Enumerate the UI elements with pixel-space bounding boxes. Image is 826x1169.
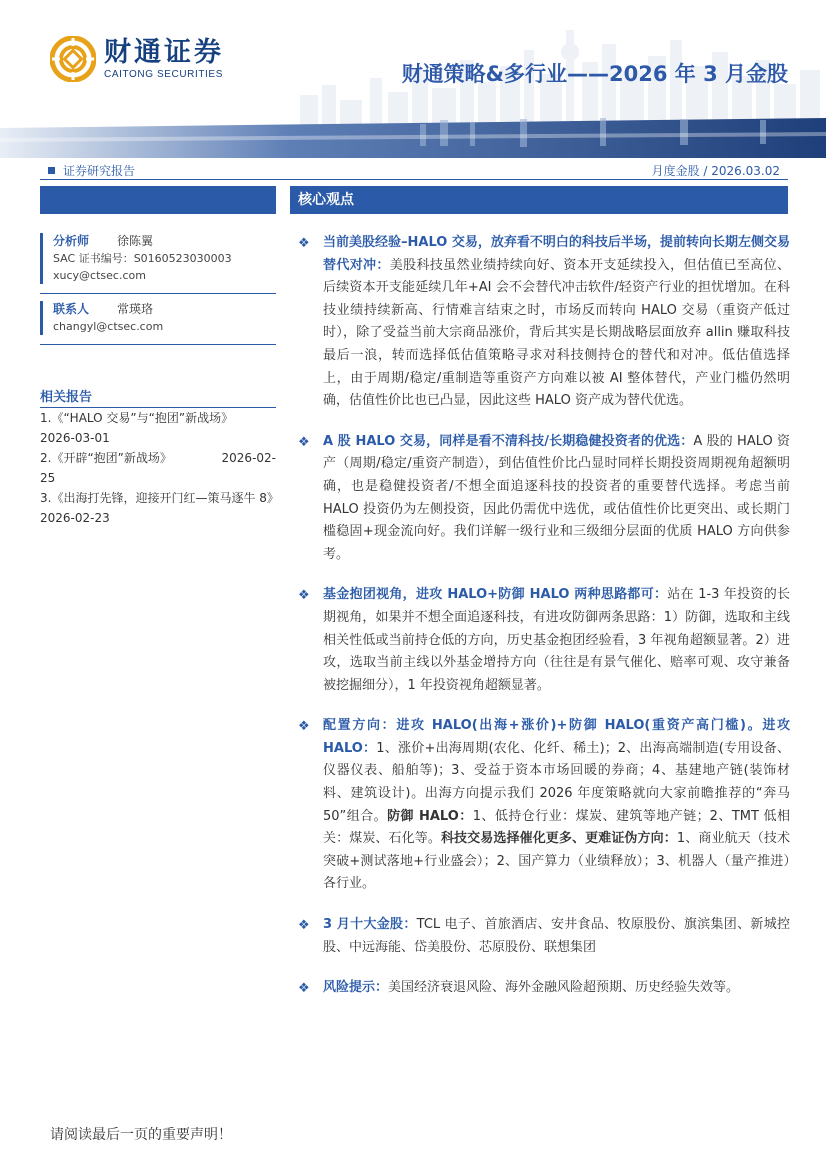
analyst-email[interactable]: xucy@ctsec.com (53, 269, 146, 282)
caitong-coin-logo-icon (50, 36, 96, 82)
contact-block (40, 301, 276, 335)
core-point (298, 914, 790, 959)
contact-email[interactable]: changyl@ctsec.com (53, 320, 164, 333)
logo-chinese-name: 财通证券 (104, 36, 224, 68)
core-point (298, 977, 790, 1000)
point-heading: 风险提示： (323, 980, 389, 996)
related-report-date-cont: 25 (40, 471, 56, 485)
disclaimer-note: 请阅读最后一页的重要声明！ (50, 1127, 232, 1143)
sub-header (40, 160, 788, 180)
sidebar-header-bar (40, 186, 276, 214)
point-heading: 3 月十大金股： (323, 917, 417, 933)
related-reports-list (40, 408, 279, 528)
related-report-item[interactable] (40, 408, 276, 448)
diamond-bullet-icon: ❖ (298, 719, 310, 735)
diamond-bullet-icon: ❖ (298, 981, 310, 997)
diamond-bullet-icon: ❖ (298, 236, 310, 251)
point-body: 1、商业航天（技术突破+测试落地+行业盛会）；2、国产算力（业绩释放）；3、机器人（量产推进）各行业。 (323, 831, 790, 892)
core-views-title: 核心观点 (290, 186, 788, 214)
point-body: 1、低持仓行业：煤炭、建筑等地产链；2、TMT 低相关：煤炭、石化等。 (323, 808, 790, 847)
report-type-label: 证券研究报告 (63, 164, 136, 178)
point-body: 站在 1-3 年投资的长期视角，如果并不想全面追逐科技，有进攻防御两条思路：1）防御，选取和主线相关性低或当前持仓低的方向，历史基金抱团经验看，3 年视角超额显著。2）进攻，选取当前主线以外基金增持方向（往往是有景气催化、赔率可观、攻守兼备被挖掘细分），1 年投资视角超额显著。 (323, 587, 790, 693)
related-report-date: 2026-03-01 (40, 431, 110, 445)
point-subheading: 科技交易选择催化更多、更难证伪方向： (440, 831, 677, 847)
report-title: 财通策略&多行业——2026 年 3 月金股 (401, 62, 788, 86)
analyst-name: 徐陈翼 (117, 234, 154, 248)
contact-role: 联系人 (53, 302, 90, 316)
contact-name: 常瑛珞 (117, 302, 154, 316)
related-reports-title: 相关报告 (40, 386, 276, 408)
related-report-title[interactable]: 1.《“HALO 交易”与“抱团”新战场》 (40, 411, 234, 425)
point-subheading: 防御 HALO： (387, 808, 473, 824)
point-heading: 当前美股经验–HALO 交易，放弃看不明白的科技后半场，提前转向长期左侧交易替代对冲： (323, 235, 790, 273)
point-heading: A 股 HALO 交易，同样是看不清科技/长期稳健投资者的优选： (323, 433, 694, 449)
point-body: 1、涨价+出海周期(农化、化纤、稀土)；2、出海高端制造(专用设备、仪器仪表、船舶等)；3、受益于资本市场回暖的券商；4、基建地产链(装饰材料、建筑设计)。出海方向提示我们 2026 年度策略就向大家前瞻推荐的“奔马 50”组合。 (323, 740, 790, 824)
analyst-block (40, 233, 276, 284)
point-heading: 基金抱团视角，进攻 HALO+防御 HALO 两种思路都可： (323, 587, 668, 603)
point-body: 美国经济衰退风险、海外金融风险超预期、历史经验失效等。 (388, 980, 740, 996)
report-type (48, 162, 135, 179)
divider (40, 293, 276, 294)
diamond-bullet-icon: ❖ (298, 434, 310, 450)
core-point (298, 431, 790, 567)
core-point (298, 232, 790, 413)
point-body: TCL 电子、首旅酒店、安井食品、牧原股份、旗滨集团、新城控股、中远海能、岱美股份、芯原股份、联想集团 (323, 917, 790, 955)
point-heading: 配置方向：进攻 HALO(出海+涨价)+防御 HALO(重资产高门槛)。进攻 HALO： (323, 718, 790, 756)
analyst-role: 分析师 (53, 234, 90, 248)
related-report-title[interactable]: 2.《开辟“抱团”新战场》 (40, 451, 172, 465)
related-report-date: 2026-02-23 (40, 511, 110, 525)
diamond-bullet-icon: ❖ (298, 918, 310, 934)
logo-english-name: CAITONG SECURITIES (104, 68, 223, 80)
related-report-title[interactable]: 3.《出海打先锋，迎接开门红—策马逐牛 8》 (40, 491, 279, 505)
related-report-item[interactable] (40, 448, 276, 488)
related-report-date: 2026-02- (221, 451, 276, 465)
core-point (298, 715, 790, 896)
company-logo (50, 36, 224, 82)
report-header (0, 0, 826, 158)
square-bullet-icon (48, 167, 55, 174)
divider (40, 344, 276, 345)
point-body: A 股的 HALO 资产（周期/稳定/重资产制造），到估值性价比凸显时同样长期投资周期视角超额明确，也是稳健投资者/不想全面追逐科技的投资者的重要替代选择。考虑当前 HALO 投资仍为左侧投资，因此仍需优中选优，或估值性价比更突出、或长期门槛稳固+现金流向好。我们详解一级行业和三级细分层面的优质 HALO 方向供参考。 (323, 433, 790, 562)
report-category-date: 月度金股 / 2026.03.02 (651, 164, 780, 178)
diamond-bullet-icon: ❖ (298, 588, 310, 604)
related-report-item[interactable] (40, 488, 279, 528)
analyst-sac-number: SAC 证书编号：S0160523030003 (53, 252, 232, 265)
point-body: 美股科技虽然业绩持续向好、资本开支延续投入，但估值已至高位、后续资本开支能延续几年+AI 会不会替代冲击软件/轻资产行业的担忧增加。在科技业绩持续新高、行情难言结束之时，市场反而转向 HALO 交易（重资产低过时），除了受益当前大宗商品涨价，背后其实是长期战略层面放弃 allin 赚取科技最后一浪，转而选择低估值策略寻求对科技侧持仓的替代和对冲。低估值选择上，由于周期/稳定/重制造等重资产方向难以被 AI 整体替代，产业门槛仍然明确，估值性价比也已凸显，因此这些 HALO 资产成为替代优选。 (323, 257, 790, 409)
core-point (298, 584, 790, 697)
core-points (298, 232, 790, 1000)
